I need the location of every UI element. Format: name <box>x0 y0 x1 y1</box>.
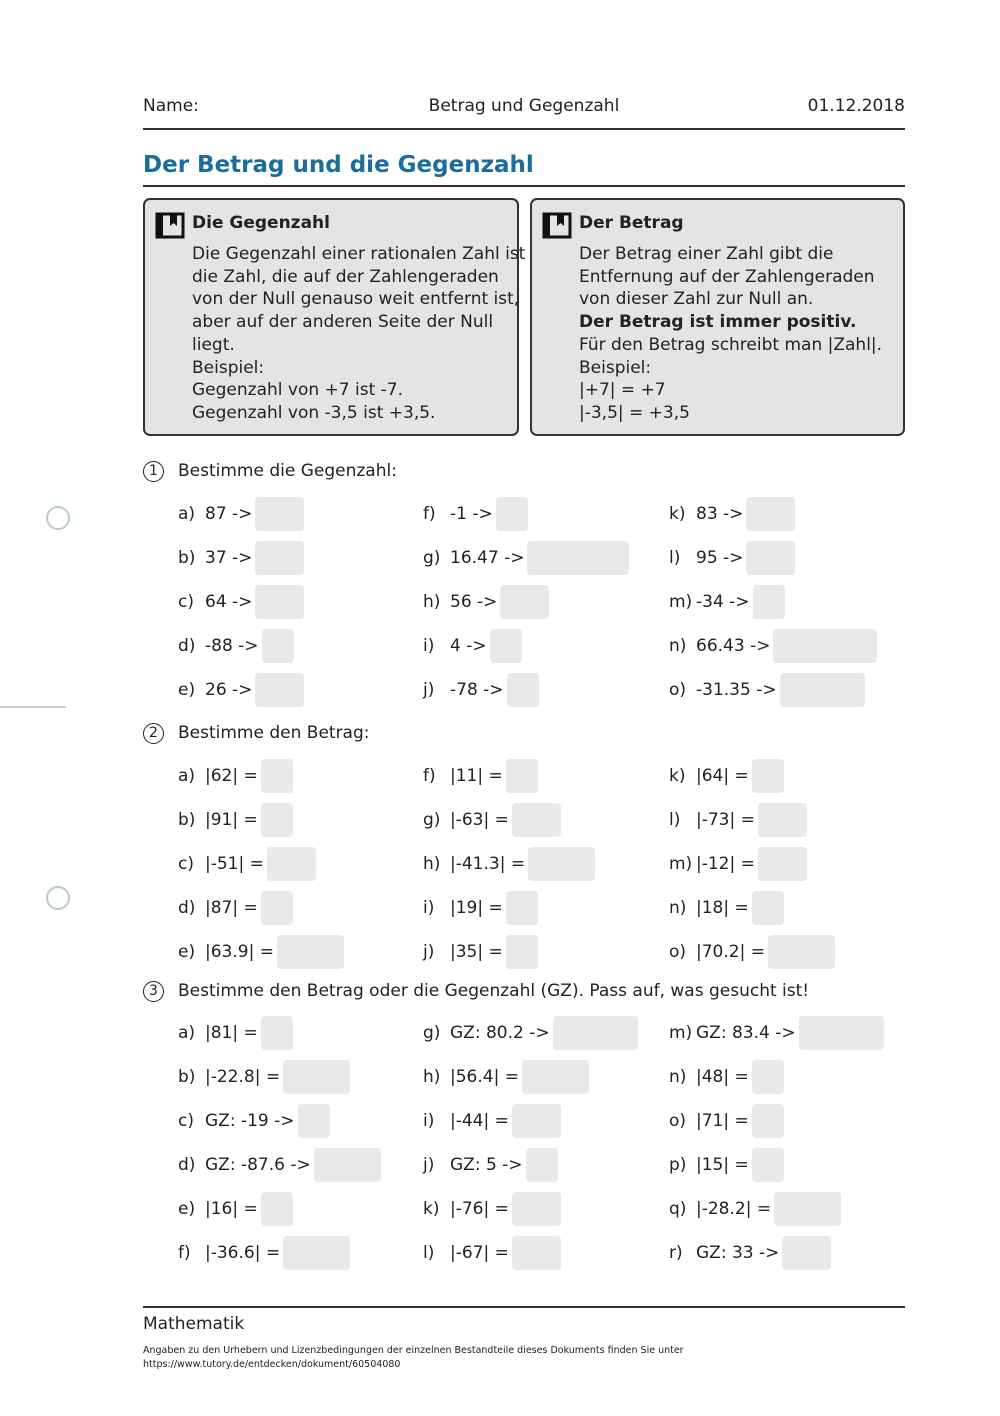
exercise-item <box>178 1016 293 1050</box>
exercise-item <box>178 803 293 837</box>
answer-field[interactable] <box>752 759 784 793</box>
item-label: a) <box>178 766 196 786</box>
answer-field[interactable] <box>782 1236 831 1270</box>
item-expression: -34 -> <box>696 592 750 612</box>
item-expression: GZ: 33 -> <box>696 1243 780 1263</box>
answer-field[interactable] <box>261 759 293 793</box>
exercise-item <box>423 585 549 619</box>
exercise-item <box>669 1236 831 1270</box>
item-expression: |63.9| = <box>205 942 274 962</box>
answer-field[interactable] <box>528 847 595 881</box>
exercise-item <box>178 541 304 575</box>
item-expression: GZ: -19 -> <box>205 1111 295 1131</box>
item-expression: |-63| = <box>450 810 509 830</box>
info-box-title: Die Gegenzahl <box>192 213 330 233</box>
item-expression: |-51| = <box>205 854 264 874</box>
answer-field[interactable] <box>512 803 561 837</box>
item-expression: |48| = <box>696 1067 749 1087</box>
item-expression: |-76| = <box>450 1199 509 1219</box>
exercise-item <box>178 585 304 619</box>
item-label: d) <box>178 898 196 918</box>
answer-field[interactable] <box>490 629 522 663</box>
item-expression: GZ: -87.6 -> <box>205 1155 311 1175</box>
item-label: b) <box>178 810 196 830</box>
info-line: |+7| = +7 <box>579 380 666 401</box>
item-expression: |71| = <box>696 1111 749 1131</box>
item-expression: GZ: 5 -> <box>450 1155 523 1175</box>
item-label: o) <box>669 680 687 700</box>
answer-field[interactable] <box>522 1060 589 1094</box>
exercise-item <box>423 497 528 531</box>
answer-field[interactable] <box>512 1236 561 1270</box>
answer-field[interactable] <box>512 1192 561 1226</box>
info-line-emphasis: Der Betrag ist immer positiv. <box>579 312 857 333</box>
item-label: b) <box>178 548 196 568</box>
info-line: aber auf der anderen Seite der Null <box>192 312 494 333</box>
exercise-item <box>669 1060 784 1094</box>
item-expression: |19| = <box>450 898 503 918</box>
item-label: g) <box>423 1023 441 1043</box>
item-label: c) <box>178 1111 194 1131</box>
exercise-item <box>669 891 784 925</box>
item-expression: |-73| = <box>696 810 755 830</box>
answer-field[interactable] <box>496 497 528 531</box>
item-label: l) <box>669 548 681 568</box>
task-number-badge: 2 <box>143 723 164 744</box>
item-label: i) <box>423 636 435 656</box>
exercise-item <box>178 1192 293 1226</box>
footer-license <box>143 1344 684 1372</box>
answer-field[interactable] <box>752 1104 784 1138</box>
answer-field[interactable] <box>261 1192 293 1226</box>
item-expression: 56 -> <box>450 592 498 612</box>
license-text: Angaben zu den Urhebern und Lizenzbedingungen der einzelnen Bestandteile dieses Dokuments finden Sie unter <box>143 1345 684 1356</box>
item-expression: |70.2| = <box>696 942 765 962</box>
exercise-item <box>423 847 595 881</box>
footer-divider <box>143 1306 905 1308</box>
book-icon <box>155 210 185 240</box>
item-expression: |15| = <box>696 1155 749 1175</box>
item-expression: 37 -> <box>205 548 253 568</box>
item-expression: 64 -> <box>205 592 253 612</box>
item-label: m) <box>669 854 693 874</box>
answer-field[interactable] <box>298 1104 330 1138</box>
exercise-item <box>178 847 316 881</box>
item-label: d) <box>178 1155 196 1175</box>
answer-field[interactable] <box>527 541 629 575</box>
item-label: q) <box>669 1199 687 1219</box>
exercise-item <box>669 1148 784 1182</box>
exercise-item <box>423 935 538 969</box>
item-label: a) <box>178 504 196 524</box>
item-expression: |-22.8| = <box>205 1067 281 1087</box>
item-label: i) <box>423 898 435 918</box>
info-line: Gegenzahl von -3,5 ist +3,5. <box>192 402 436 423</box>
item-label: k) <box>423 1199 440 1219</box>
item-label: k) <box>669 766 686 786</box>
task-heading <box>143 979 809 1003</box>
exercise-item <box>669 1016 884 1050</box>
info-line: liegt. <box>192 334 235 355</box>
item-label: j) <box>423 942 435 962</box>
book-icon <box>542 210 572 240</box>
task-heading <box>143 459 397 483</box>
license-url: https://www.tutory.de/entdecken/dokument/60504080 <box>143 1359 401 1370</box>
info-box-betrag <box>530 198 905 436</box>
exercise-item <box>669 1104 784 1138</box>
item-label: l) <box>423 1243 435 1263</box>
item-expression: -78 -> <box>450 680 504 700</box>
answer-field[interactable] <box>255 497 304 531</box>
exercise-item <box>669 847 807 881</box>
answer-field[interactable] <box>758 803 807 837</box>
answer-field[interactable] <box>553 1016 638 1050</box>
exercise-item <box>178 759 293 793</box>
item-label: n) <box>669 898 687 918</box>
task-number-badge: 1 <box>143 461 164 482</box>
item-expression: |91| = <box>205 810 258 830</box>
answer-field[interactable] <box>506 759 538 793</box>
info-box-text <box>192 243 526 425</box>
item-label: l) <box>669 810 681 830</box>
item-expression: GZ: 80.2 -> <box>450 1023 550 1043</box>
exercise-item <box>178 1236 350 1270</box>
info-line: die Zahl, die auf der Zahlengeraden <box>192 266 499 287</box>
answer-field[interactable] <box>261 1016 293 1050</box>
item-label: f) <box>178 1243 191 1263</box>
answer-field[interactable] <box>746 541 795 575</box>
item-label: c) <box>178 854 194 874</box>
answer-field[interactable] <box>752 1060 784 1094</box>
item-expression: 83 -> <box>696 504 744 524</box>
punch-hole-mark <box>46 886 70 910</box>
info-line: Die Gegenzahl einer rationalen Zahl ist <box>192 244 526 264</box>
item-label: f) <box>423 504 436 524</box>
item-label: d) <box>178 636 196 656</box>
info-line: Entfernung auf der Zahlengeraden <box>579 266 875 287</box>
info-box-text <box>579 243 901 425</box>
answer-field[interactable] <box>512 1104 561 1138</box>
answer-field[interactable] <box>774 1192 841 1226</box>
item-expression: |64| = <box>696 766 749 786</box>
answer-field[interactable] <box>255 585 304 619</box>
item-expression: |62| = <box>205 766 258 786</box>
item-label: h) <box>423 1067 441 1087</box>
exercise-item <box>423 1236 561 1270</box>
item-expression: 4 -> <box>450 636 487 656</box>
info-box-gegenzahl <box>143 198 526 436</box>
exercise-item <box>178 673 304 707</box>
task-instruction: Bestimme den Betrag: <box>178 723 370 743</box>
answer-field[interactable] <box>768 935 835 969</box>
item-label: j) <box>423 680 435 700</box>
item-label: n) <box>669 1067 687 1087</box>
item-expression: -88 -> <box>205 636 259 656</box>
exercise-item <box>178 629 294 663</box>
exercise-item <box>423 891 538 925</box>
item-expression: 26 -> <box>205 680 253 700</box>
item-expression: |11| = <box>450 766 503 786</box>
answer-field[interactable] <box>773 629 877 663</box>
answer-field[interactable] <box>753 585 785 619</box>
info-line: Für den Betrag schreibt man |Zahl|. <box>579 334 883 355</box>
answer-field[interactable] <box>506 935 538 969</box>
item-expression: |-44| = <box>450 1111 509 1131</box>
header-date: 01.12.2018 <box>807 96 905 116</box>
exercise-item <box>669 759 784 793</box>
footer-subject: Mathematik <box>143 1314 245 1334</box>
info-line: von dieser Zahl zur Null an. <box>579 289 814 310</box>
page-title: Der Betrag und die Gegenzahl <box>143 152 905 187</box>
exercise-item <box>423 803 561 837</box>
item-label: p) <box>669 1155 687 1175</box>
item-label: m) <box>669 1023 693 1043</box>
answer-field[interactable] <box>752 1148 784 1182</box>
answer-field[interactable] <box>267 847 316 881</box>
exercise-item <box>423 673 539 707</box>
item-label: g) <box>423 548 441 568</box>
page-header <box>143 96 905 130</box>
item-expression: GZ: 83.4 -> <box>696 1023 796 1043</box>
task-heading <box>143 721 370 745</box>
header-title: Betrag und Gegenzahl <box>428 96 620 116</box>
item-expression: |35| = <box>450 942 503 962</box>
answer-field[interactable] <box>799 1016 884 1050</box>
exercise-item <box>669 1192 841 1226</box>
exercise-item <box>178 1060 350 1094</box>
exercise-item <box>423 541 629 575</box>
info-line: Gegenzahl von +7 ist -7. <box>192 380 404 401</box>
exercise-item <box>178 497 304 531</box>
item-label: a) <box>178 1023 196 1043</box>
answer-field[interactable] <box>526 1148 558 1182</box>
task-instruction: Bestimme die Gegenzahl: <box>178 461 397 481</box>
info-line: von der Null genauso weit entfernt ist, <box>192 289 520 310</box>
item-expression: |56.4| = <box>450 1067 519 1087</box>
info-line: |-3,5| = +3,5 <box>579 402 690 423</box>
item-label: r) <box>669 1243 683 1263</box>
item-expression: -1 -> <box>450 504 493 524</box>
info-line: Beispiel: <box>192 357 265 378</box>
answer-field[interactable] <box>506 891 538 925</box>
exercise-item <box>423 1060 589 1094</box>
info-line: Der Betrag einer Zahl gibt die <box>579 244 834 264</box>
item-label: e) <box>178 1199 196 1219</box>
task-instruction: Bestimme den Betrag oder die Gegenzahl (GZ). Pass auf, was gesucht ist! <box>178 981 810 1001</box>
answer-field[interactable] <box>255 673 304 707</box>
exercise-item <box>423 759 538 793</box>
exercise-item <box>423 1104 561 1138</box>
item-expression: 66.43 -> <box>696 636 771 656</box>
answer-field[interactable] <box>752 891 784 925</box>
answer-field[interactable] <box>507 673 539 707</box>
answer-field[interactable] <box>283 1060 350 1094</box>
item-expression: |16| = <box>205 1199 258 1219</box>
answer-field[interactable] <box>758 847 807 881</box>
item-expression: |18| = <box>696 898 749 918</box>
item-label: h) <box>423 592 441 612</box>
exercise-item <box>669 497 795 531</box>
exercise-item <box>178 891 293 925</box>
exercise-item <box>669 935 835 969</box>
item-expression: |-12| = <box>696 854 755 874</box>
exercise-item <box>669 629 877 663</box>
answer-field[interactable] <box>500 585 549 619</box>
answer-field[interactable] <box>262 629 294 663</box>
answer-field[interactable] <box>283 1236 350 1270</box>
exercise-item <box>669 803 807 837</box>
exercise-item <box>669 541 795 575</box>
answer-field[interactable] <box>255 541 304 575</box>
item-expression: |-28.2| = <box>696 1199 772 1219</box>
exercise-item <box>669 673 865 707</box>
item-expression: 87 -> <box>205 504 253 524</box>
exercise-item <box>423 1016 638 1050</box>
answer-field[interactable] <box>746 497 795 531</box>
item-label: f) <box>423 766 436 786</box>
answer-field[interactable] <box>314 1148 381 1182</box>
item-label: o) <box>669 1111 687 1131</box>
info-line: Beispiel: <box>579 357 652 378</box>
item-expression: |-41.3| = <box>450 854 526 874</box>
punch-hole-mark <box>46 506 70 530</box>
item-label: m) <box>669 592 693 612</box>
item-label: i) <box>423 1111 435 1131</box>
exercise-item <box>178 1104 330 1138</box>
item-label: e) <box>178 942 196 962</box>
exercise-item <box>178 935 344 969</box>
exercise-item <box>669 585 785 619</box>
item-label: e) <box>178 680 196 700</box>
item-expression: 95 -> <box>696 548 744 568</box>
item-label: j) <box>423 1155 435 1175</box>
header-name-label: Name: <box>143 96 199 116</box>
exercise-item <box>423 1148 558 1182</box>
exercise-item <box>423 1192 561 1226</box>
item-label: c) <box>178 592 194 612</box>
item-expression: 16.47 -> <box>450 548 525 568</box>
item-label: k) <box>669 504 686 524</box>
item-label: h) <box>423 854 441 874</box>
answer-field[interactable] <box>261 803 293 837</box>
answer-field[interactable] <box>261 891 293 925</box>
item-expression: |-36.6| = <box>205 1243 281 1263</box>
info-box-title: Der Betrag <box>579 213 684 233</box>
exercise-item <box>178 1148 381 1182</box>
item-label: n) <box>669 636 687 656</box>
item-expression: |87| = <box>205 898 258 918</box>
item-expression: -31.35 -> <box>696 680 777 700</box>
exercise-item <box>423 629 522 663</box>
answer-field[interactable] <box>277 935 344 969</box>
item-label: b) <box>178 1067 196 1087</box>
item-expression: |-67| = <box>450 1243 509 1263</box>
task-number-badge: 3 <box>143 981 164 1002</box>
answer-field[interactable] <box>780 673 865 707</box>
fold-mark <box>0 706 66 708</box>
item-label: g) <box>423 810 441 830</box>
item-expression: |81| = <box>205 1023 258 1043</box>
item-label: o) <box>669 942 687 962</box>
